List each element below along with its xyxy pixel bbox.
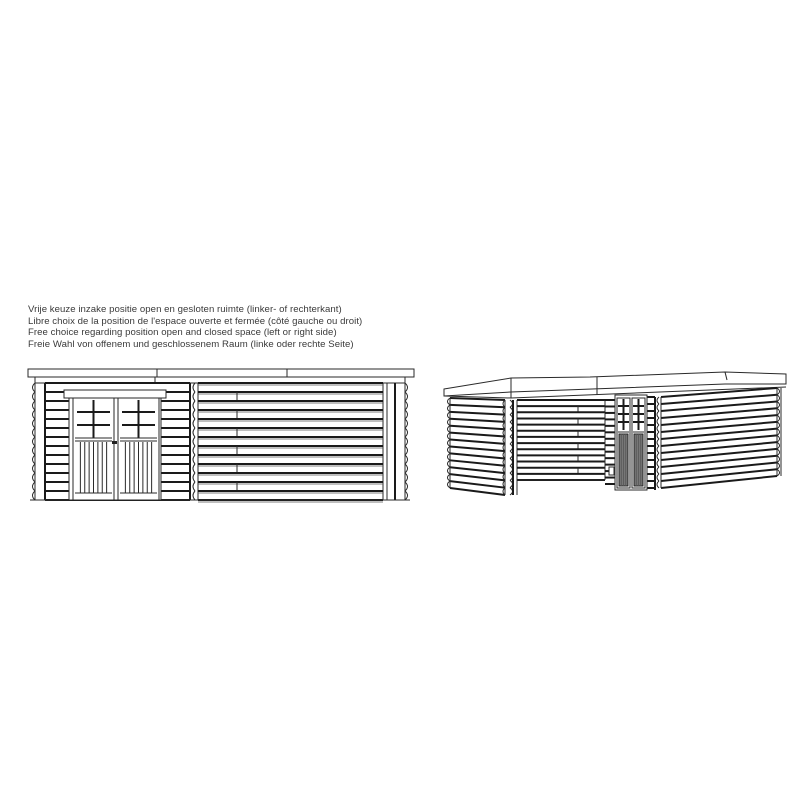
caption-line-nl: Vrije keuze inzake positie open en gesloten ruimte (linker- of rechterkant) [28,304,342,315]
caption-line-de: Freie Wahl von offenem und geschlossenem Raum (linke oder rechte Seite) [28,338,354,350]
perspective-roof [444,372,786,398]
perspective-double-door [615,395,647,490]
perspective-log-walls [448,388,782,495]
caption-line-fr: Libre choix de la position de l'espace ouverte et fermée (côté gauche ou droit) [28,315,363,327]
caption-line-en: Free choice regarding position open and closed space (left or right side) [28,327,337,339]
